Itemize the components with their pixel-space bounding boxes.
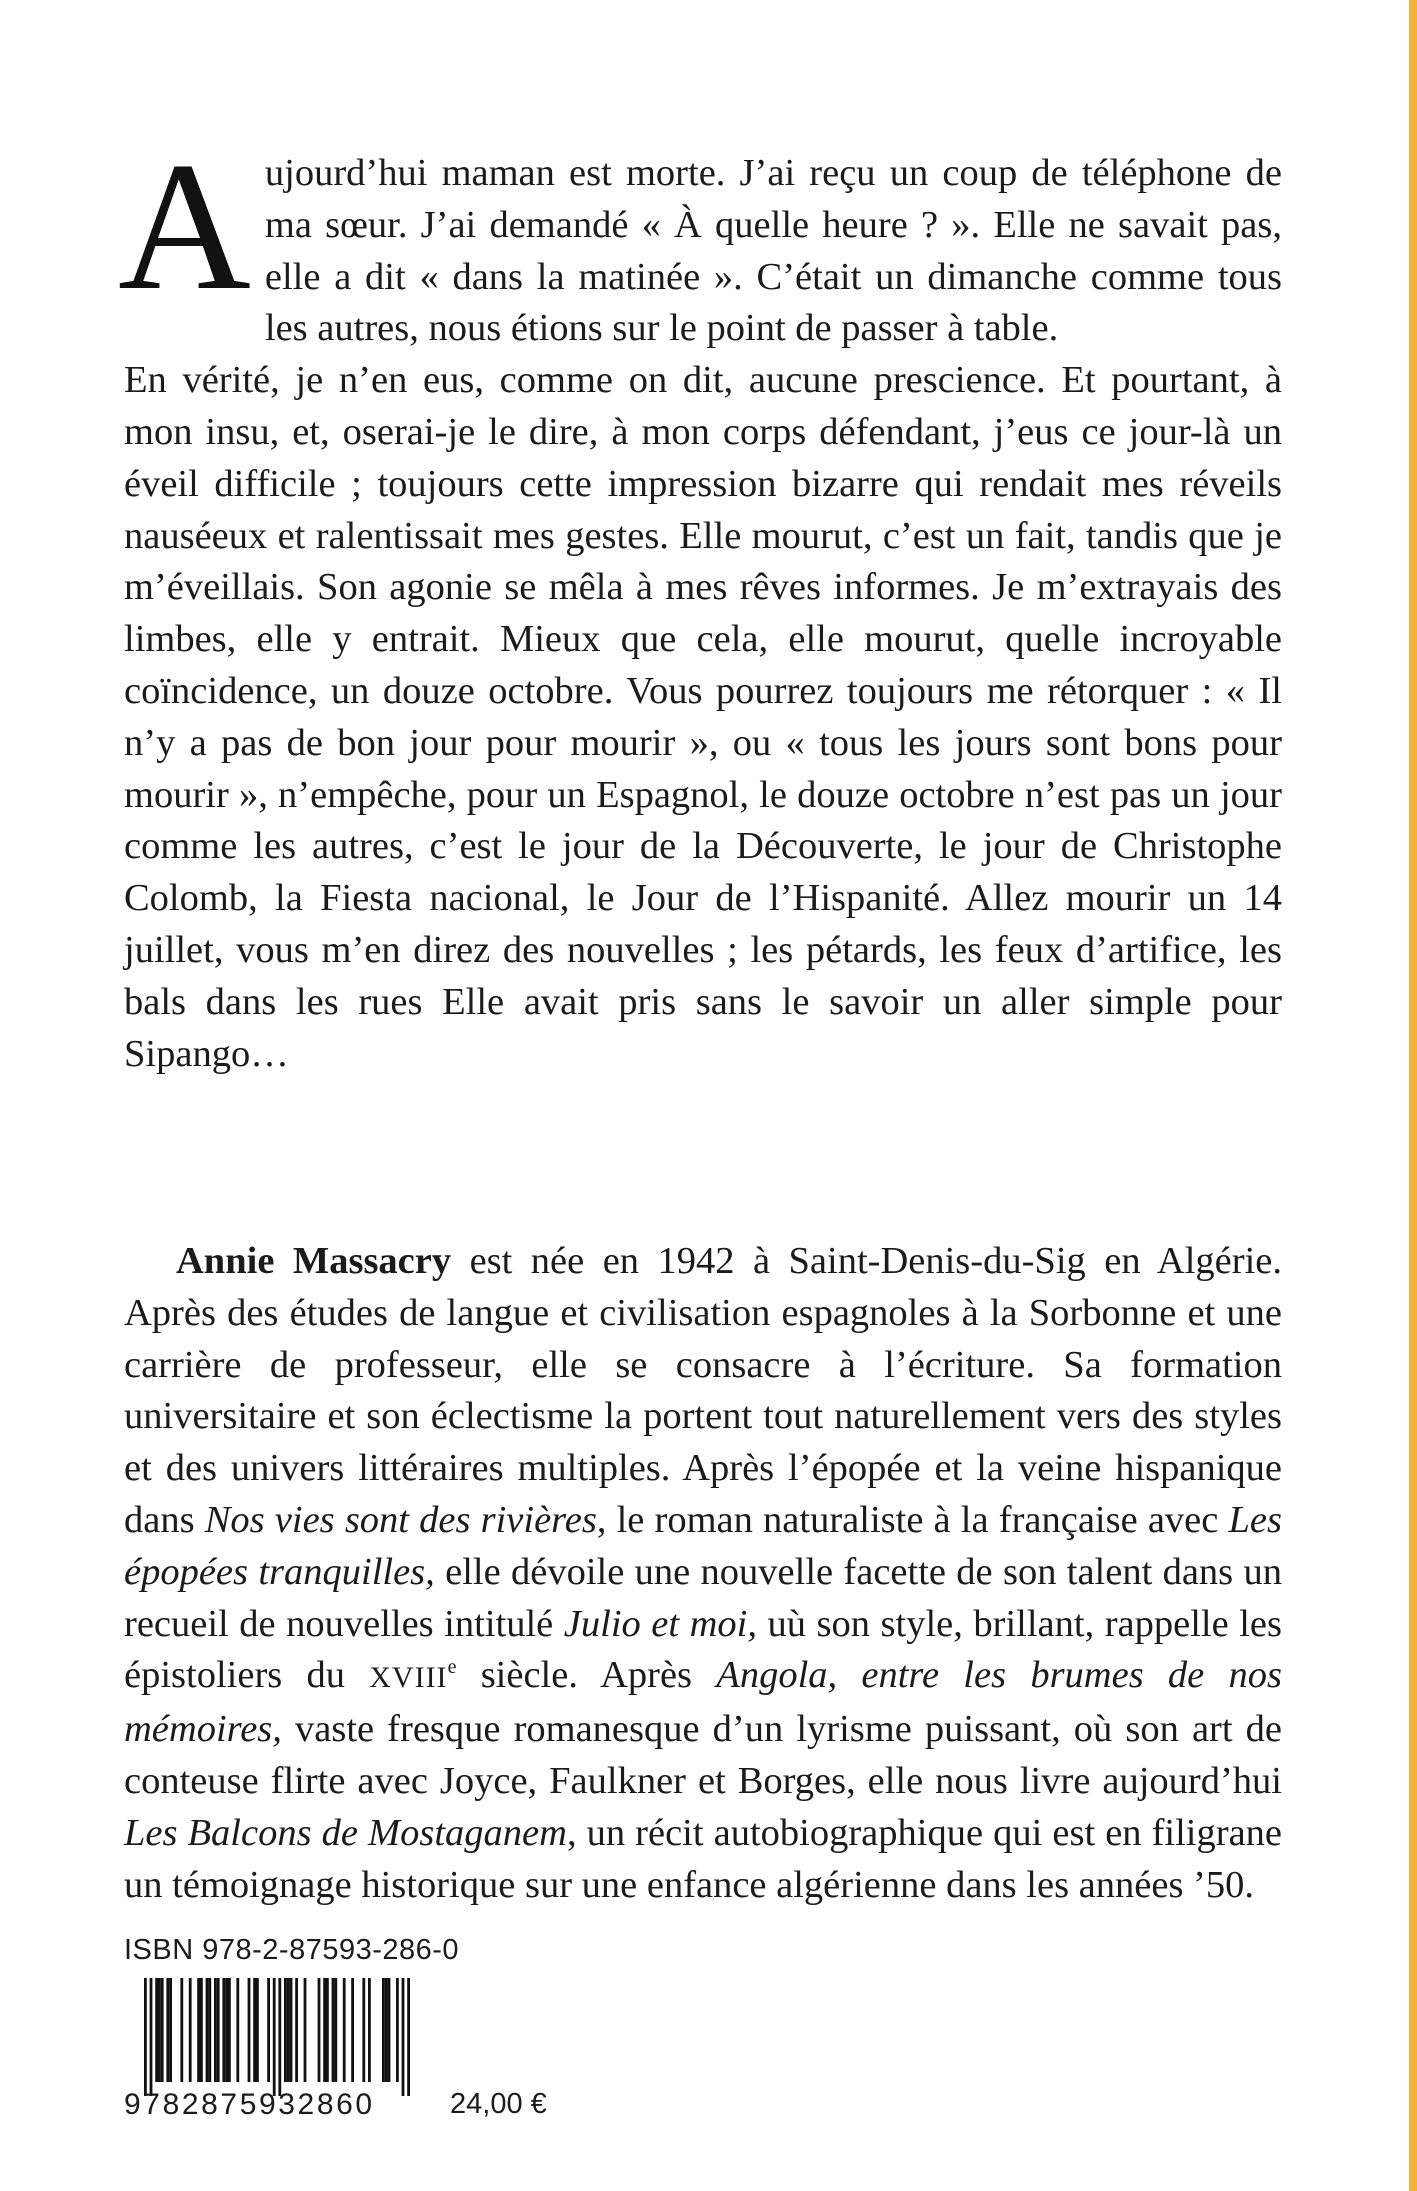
barcode-bar — [284, 1978, 287, 2082]
barcode-bar — [323, 1978, 326, 2082]
barcode-bar — [200, 1978, 203, 2082]
barcode-bar — [256, 1978, 259, 2082]
book-title-3: Julio et moi, — [563, 1602, 757, 1645]
barcode-bar — [189, 1978, 192, 2082]
barcode-bar — [197, 1978, 200, 2082]
barcode-bar — [334, 1978, 337, 2082]
barcode-bar — [382, 1978, 385, 2082]
bio-text-1: est née en 1942 à Saint-Denis-du-Sig en Algérie. Après des études de langue et civilisation espagnoles à la Sorbonne et une carrière de professeur, elle se consacre à l’écriture. Sa formation universitaire et son éclectisme la portent tout naturellement vers des styles et des univers littéraires multiples. Après l’épopée et la veine hispanique dans — [124, 1240, 1282, 1541]
barcode-bar — [295, 1978, 298, 2082]
barcode-bar — [228, 1978, 231, 2082]
century-numeral: XVIII — [369, 1661, 448, 1695]
excerpt-paragraph-2: En vérité, je n’en eus, comme on dit, aucune prescience. Et pourtant, à mon insu, et, oserai-je le dire, à mon corps défendant, j’eus ce jour-là un éveil difficile ; toujours cette impression bizarre qui rendait mes réveils nauséeux et ralentissait mes gestes. Elle mourut, c’est un fait, tandis que je m’éveillais. Son agonie se mêla à mes rêves informes. Je m’extrayais des limbes, elle y entrait. Mieux que cela, elle mourut, quelle incroyable coïncidence, un douze octobre. Vous pourrez toujours me rétorquer : « Il n’y a pas de bon jour pour mourir », ou « tous les jours sont bons pour mourir », n’empêche, pour un Espagnol, le douze octobre n’est pas un jour comme les autres, c’est le jour de la Découverte, le jour de Christophe Colomb, la Fiesta nacional, le Jour de l’Hispanité. Allez mourir un 14 juillet, vous m’en direz des nouvelles ; les pétards, les feux d’artifice, les bals dans les rues Elle avait pris sans le savoir un aller simple pour Sipango… — [124, 359, 1282, 1075]
bio-text-6: vaste fresque romanesque d’un lyrisme puissant, où son art de conteuse flirte avec Joyce, Faulkner et Borges, elle nous livre aujourd’hui — [124, 1708, 1282, 1802]
barcode-bar — [326, 1978, 329, 2082]
barcode-bar — [304, 1978, 307, 2082]
barcode-bar — [267, 1978, 270, 2082]
barcode-bar — [290, 1978, 293, 2082]
author-name: Annie Massacry — [176, 1240, 452, 1282]
barcode-bar — [343, 1978, 346, 2082]
barcode-bar — [225, 1978, 228, 2082]
bio-text-3: elle dévoile une nouvelle facette de son talent dans un recueil de nouvelles intitulé — [124, 1550, 1282, 1645]
barcode-bar — [253, 1978, 256, 2082]
barcode-bar — [214, 1978, 217, 2082]
barcode-bar — [368, 1978, 371, 2082]
barcode-bar — [169, 1978, 172, 2082]
spine-accent-strip — [1409, 0, 1417, 2191]
price: 24,00 € — [450, 2088, 547, 2120]
excerpt-paragraph-1-text: ujourd’hui maman est morte. J’ai reçu un coup de téléphone de ma sœur. J’ai demandé « À quelle heure ? ». Elle ne savait pas, elle a dit « dans la matinée ». C’était un dimanche comme tous les autres, nous étions sur le point de passer à table. — [264, 152, 1282, 350]
excerpt-block — [118, 124, 1282, 1080]
barcode-bar — [155, 1978, 158, 2082]
barcode-bar — [222, 1978, 225, 2082]
barcode — [124, 1978, 434, 2100]
barcode-bar — [332, 1978, 335, 2082]
barcode-bar — [206, 1978, 209, 2082]
barcode-bar — [166, 1978, 169, 2082]
barcode-bar — [407, 1978, 410, 2096]
barcode-bar — [385, 1978, 388, 2082]
drop-cap: A — [118, 124, 251, 328]
book-title-2: Les épopées tranquilles, — [124, 1498, 1282, 1593]
isbn-label: ISBN 978-2-87593-286-0 — [124, 1934, 460, 1966]
barcode-bar — [248, 1978, 251, 2082]
barcode-bar — [362, 1978, 365, 2082]
bio-text-4: uù son style, brillant, rappelle les épistoliers du — [124, 1602, 1282, 1697]
bio-text-2: , le roman naturaliste à la française avec — [596, 1498, 1229, 1541]
book-title-4: Angola, entre les brumes de nos mémoires, — [124, 1654, 1282, 1751]
barcode-bar — [396, 1978, 399, 2082]
barcode-bar — [351, 1978, 354, 2082]
barcode-bar — [236, 1978, 239, 2082]
barcode-bar — [180, 1978, 183, 2082]
barcode-bar — [208, 1978, 211, 2082]
barcode-bar — [150, 1978, 153, 2096]
author-bio — [124, 1236, 1282, 1911]
barcode-bar — [287, 1978, 290, 2082]
barcode-bar — [217, 1978, 220, 2082]
excerpt-paragraph-1 — [118, 124, 1282, 355]
barcode-bar — [278, 1978, 281, 2096]
century-superscript: e — [447, 1656, 457, 1679]
barcode-bar — [273, 1978, 276, 2096]
barcode-digits: 9782875932860 — [124, 2088, 375, 2121]
barcode-bar — [144, 1978, 147, 2096]
barcode-bar — [161, 1978, 164, 2082]
barcode-bar — [388, 1978, 391, 2082]
barcode-bar — [402, 1978, 405, 2096]
barcode-bar — [318, 1978, 321, 2082]
book-title-5: Les Balcons de Mostaganem — [124, 1811, 567, 1854]
barcode-bar — [158, 1978, 161, 2082]
bio-text-7: , un récit autobiographique qui est en filigrane un témoignage historique sur une enfance algérienne dans les années ’50. — [124, 1811, 1283, 1906]
bio-text-5: siècle. Après — [456, 1654, 717, 1697]
book-title-1: Nos vies sont des rivières — [204, 1498, 597, 1541]
